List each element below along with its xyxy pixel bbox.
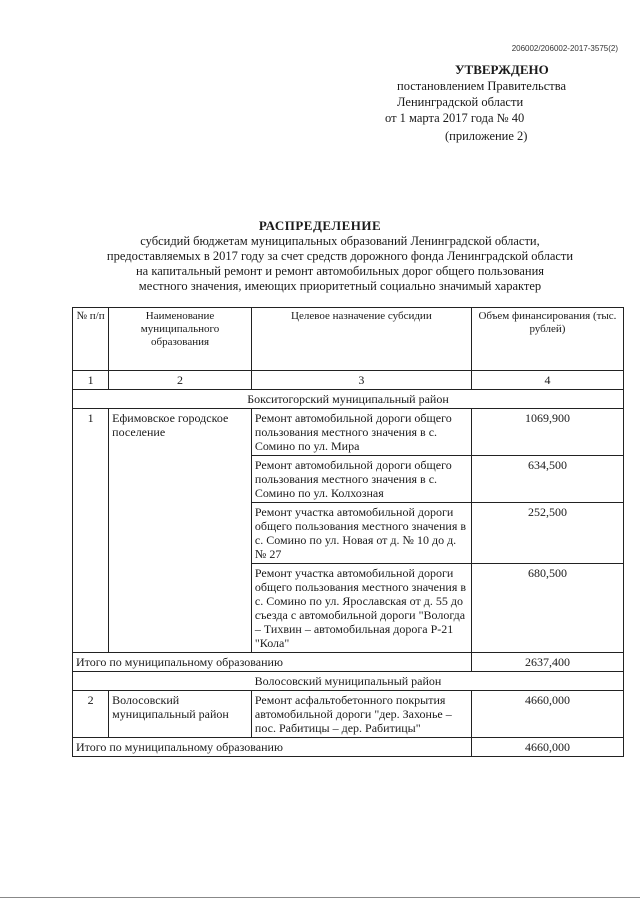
approval-line: Ленинградской области [397, 95, 524, 109]
distribution-table [72, 307, 624, 757]
page-bottom-rule [0, 897, 640, 898]
subtitle-line: предоставляемых в 2017 году за счет средств дорожного фонда Ленинградской области [106, 249, 574, 263]
approval-line: постановлением Правительства [397, 79, 567, 93]
total-row [73, 738, 624, 757]
document-title [0, 218, 640, 234]
title-main: РАСПРЕДЕЛЕНИЕ [258, 218, 382, 233]
row-amount: 680,500 [471, 564, 623, 653]
approval-line: от 1 марта 2017 года № 40 [385, 111, 525, 125]
table-row [73, 691, 624, 738]
row-purpose: Ремонт участка автомобильной дороги общего пользования местного значения в с. Сомино по ул. Новая от д. № 10 до д. № 27 [251, 503, 471, 564]
index-cell: 3 [251, 371, 471, 390]
approval-heading: УТВЕРЖДЕНО [455, 62, 549, 77]
index-cell: 2 [109, 371, 252, 390]
district-row [73, 390, 624, 409]
district-name: Волосовский муниципальный район [73, 672, 624, 691]
district-name: Бокситогорский муниципальный район [73, 390, 624, 409]
row-num: 1 [73, 409, 109, 653]
header-num: № п/п [73, 308, 109, 371]
document-subtitle [60, 234, 620, 294]
index-cell: 1 [73, 371, 109, 390]
total-label: Итого по муниципальному образованию [73, 738, 472, 757]
row-purpose: Ремонт участка автомобильной дороги общего пользования местного значения в с. Сомино по ул. Ярославская от д. 55 до съезда с автомобильной дороги "Вологда – Тихвин – автомобильная дорога Р-21 "Кола" [251, 564, 471, 653]
subtitle-line: субсидий бюджетам муниципальных образований Ленинградской области, [140, 234, 540, 248]
row-amount: 634,500 [471, 456, 623, 503]
total-label: Итого по муниципальному образованию [73, 653, 472, 672]
row-purpose: Ремонт автомобильной дороги общего пользования местного значения в с. Сомино по ул. Мира [251, 409, 471, 456]
header-purpose: Целевое назначение субсидии [251, 308, 471, 371]
table-header-row [73, 308, 624, 371]
row-amount: 1069,900 [471, 409, 623, 456]
row-purpose: Ремонт автомобильной дороги общего пользования местного значения в с. Сомино по ул. Колхозная [251, 456, 471, 503]
row-purpose: Ремонт асфальтобетонного покрытия автомобильной дороги "дер. Захонье – пос. Рабитицы – дер. Рабитицы" [251, 691, 471, 738]
header-name: Наименование муниципального образования [109, 308, 252, 371]
total-row [73, 653, 624, 672]
district-row [73, 672, 624, 691]
table-row [73, 409, 624, 456]
total-amount: 4660,000 [471, 738, 623, 757]
total-amount: 2637,400 [471, 653, 623, 672]
row-municipality: Ефимовское городское поселение [109, 409, 252, 653]
row-num: 2 [73, 691, 109, 738]
index-cell: 4 [471, 371, 623, 390]
document-id: 206002/206002-2017-3575(2) [511, 44, 618, 53]
row-municipality: Волосовский муниципальный район [109, 691, 252, 738]
approval-block [385, 62, 625, 144]
approval-appendix: (приложение 2) [445, 129, 528, 143]
row-amount: 252,500 [471, 503, 623, 564]
subtitle-line: местного значения, имеющих приоритетный социально значимый характер [138, 279, 542, 293]
table-index-row [73, 371, 624, 390]
header-amount: Объем финансирования (тыс. рублей) [471, 308, 623, 371]
subtitle-line: на капитальный ремонт и ремонт автомобильных дорог общего пользования [135, 264, 545, 278]
row-amount: 4660,000 [471, 691, 623, 738]
